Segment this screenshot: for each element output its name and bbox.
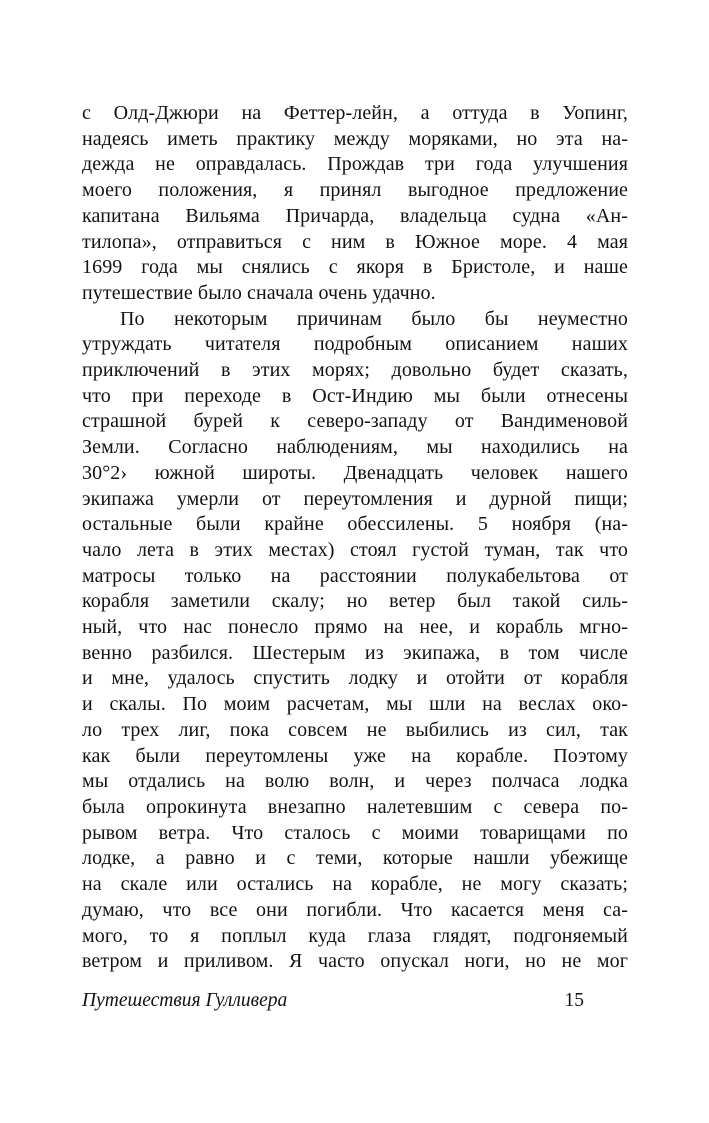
text-line: корабля заметили скалу; но ветер был такой силь- [82,590,628,613]
text-line: Земли. Согласно наблюдениям, мы находились на [82,436,628,459]
text-line: венно разбился. Шестерым из экипажа, в том числе [82,641,628,664]
text-line: с Олд-Джюри на Феттер-лейн, а оттуда в Уопинг, [82,102,628,124]
text-line: ветром и приливом. Я часто опускал ноги, но не мог [82,950,628,973]
paragraph [82,307,628,975]
text-line: рывом ветра. Что сталось с моими товарищами по [82,821,628,844]
text-line: была опрокинута внезапно налетевшим с севера по- [82,795,628,818]
text-line: что при переходе в Ост-Индию мы были отнесены [82,384,628,407]
page-footer [82,989,628,1013]
text-line: лодке, а равно и с теми, которые нашли убежище [82,847,628,870]
text-line: утруждать читателя подробным описанием наших [82,333,628,356]
text-line: 30°2› южной широты. Двенадцать человек нашего [82,461,628,484]
text-line: путешествие было сначала очень удачно. [82,281,436,304]
text-line: моего положения, я принял выгодное предложение [82,179,628,202]
text-line: ный, что нас понесло прямо на нее, и корабль мгно- [82,616,628,639]
text-line: надеясь иметь практику между моряками, но эта на- [82,127,628,150]
text-line: думаю, что все они погибли. Что касается меня са- [82,898,628,921]
text-line: остальные были крайне обессилены. 5 ноября (на- [82,513,628,536]
page-text [82,101,628,975]
text-line: дежда не оправдалась. Прождав три года улучшения [82,153,628,176]
text-line: как были переутомлены уже на корабле. Поэтому [82,744,628,767]
text-line: По некоторым причинам было бы неуместно [120,307,628,330]
text-line: приключений в этих морях; довольно будет сказать, [82,359,628,382]
text-line: экипажа умерли от переутомления и дурной пищи; [82,487,628,510]
page-number: 15 [564,990,584,1011]
text-line: мого, то я поплыл куда глаза глядят, подгоняемый [82,924,628,947]
paragraph [82,101,628,307]
text-line: на скале или остались на корабле, не могу сказать; [82,873,628,896]
text-line: страшной бурей к северо-западу от Вандименовой [82,410,628,433]
text-line: мы отдались на волю волн, и через полчаса лодка [82,770,628,793]
text-line: ло трех лиг, пока совсем не выбились из сил, так [82,718,628,741]
running-title: Путешествия Гулливера [82,990,288,1011]
text-line: капитана Вильяма Причарда, владельца судна «Ан- [82,204,628,227]
text-line: 1699 года мы снялись с якоря в Бристоле, и наше [82,256,628,279]
text-line: матросы только на расстоянии полукабельтова от [82,564,628,587]
text-line: и скалы. По моим расчетам, мы шли на веслах око- [82,693,628,716]
text-line: и мне, удалось спустить лодку и отойти от корабля [82,667,628,690]
text-line: тилопа», отправиться с ним в Южное море. 4 мая [82,230,628,253]
text-line: чало лета в этих местах) стоял густой туман, так что [82,538,628,561]
